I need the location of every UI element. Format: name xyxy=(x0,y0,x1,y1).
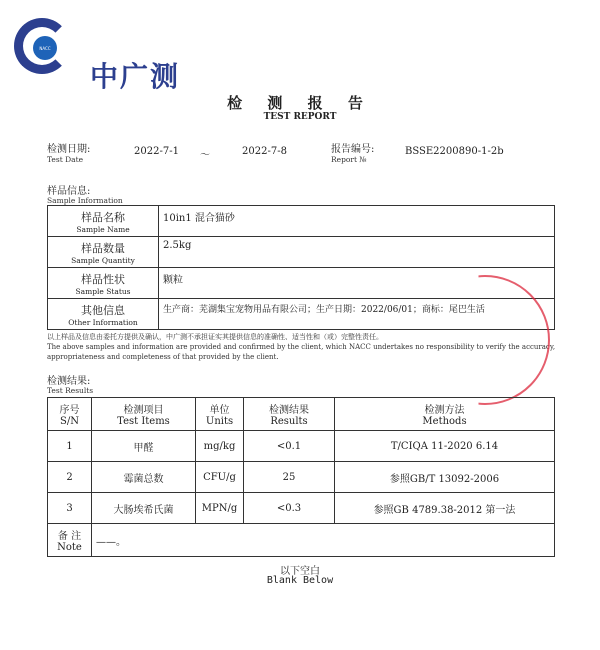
cell-result: <0.1 xyxy=(244,431,335,462)
table-row xyxy=(48,431,555,462)
cell-unit: MPN/g xyxy=(196,493,244,524)
report-title: 检 测 报 告 xyxy=(227,94,373,112)
report-no-label: 报告编号: xyxy=(331,144,375,155)
table-row xyxy=(48,237,555,268)
report-subtitle: TEST REPORT xyxy=(263,112,337,122)
test-date-start: 2022-7-1 xyxy=(134,146,179,157)
header-cell-en: Results xyxy=(270,416,308,427)
header-cell: 检测项目 xyxy=(123,405,164,416)
note-label: 备 注 xyxy=(57,531,82,542)
cell-unit: CFU/g xyxy=(196,462,244,493)
note-row xyxy=(48,524,555,557)
table-row xyxy=(48,299,555,330)
cell-method: 参照GB/T 13092-2006 xyxy=(335,462,555,493)
test-date-label: 检测日期: xyxy=(47,144,91,155)
note-label-en: Note xyxy=(57,542,82,553)
row-label: 样品名称 xyxy=(81,210,125,224)
cell-result: 25 xyxy=(244,462,335,493)
results-heading: 检测结果: xyxy=(47,376,91,387)
cell-item: 霉菌总数 xyxy=(92,462,196,493)
test-date-sep: ～ xyxy=(200,150,210,161)
cell-method: 参照GB 4789.38-2012 第一法 xyxy=(335,493,555,524)
cell-method: T/CIQA 11-2020 6.14 xyxy=(335,431,555,462)
disclaimer-cn: 以上样品及信息由委托方提供及确认，中广测不承担证实其提供信息的准确性、适当性和（或）完整性责任。 xyxy=(47,333,383,341)
report-no-label-en: Report № xyxy=(331,155,367,164)
row-value: 生产商：芜湖集宝宠物用品有限公司；生产日期：2022/06/01；商标：尾巴生活 xyxy=(159,299,555,330)
header-cell-en: Methods xyxy=(422,416,467,427)
sample-info-heading: 样品信息: xyxy=(47,186,91,197)
row-label: 样品性状 xyxy=(81,272,125,286)
results-heading-en: Test Results xyxy=(47,386,94,395)
header-cell-en: Test Items xyxy=(117,416,170,427)
header-cell-en: S/N xyxy=(60,416,79,427)
row-label: 其他信息 xyxy=(81,303,125,317)
cell-sn: 2 xyxy=(48,462,92,493)
disclaimer-en: The above samples and information are provided and confirmed by the client, which NACC undertakes no responsibility to verify the accuracy, appropriateness and completeness of that provided by the client. xyxy=(47,343,556,361)
cell-item: 甲醛 xyxy=(92,431,196,462)
row-value: 颗粒 xyxy=(159,268,555,299)
table-row xyxy=(48,462,555,493)
results-table xyxy=(47,397,555,557)
header-cell: 检测方法 xyxy=(424,405,465,416)
header-cell: 序号 xyxy=(59,405,80,416)
header-cell: 检测结果 xyxy=(269,405,309,416)
report-no-value: BSSE2200890-1-2b xyxy=(405,146,504,157)
cell-sn: 3 xyxy=(48,493,92,524)
table-row xyxy=(48,268,555,299)
row-value: 10in1 混合猫砂 xyxy=(159,206,555,237)
row-label-en: Sample Name xyxy=(76,224,130,234)
cell-sn: 1 xyxy=(48,431,92,462)
cell-item: 大肠埃希氏菌 xyxy=(92,493,196,524)
header-cell: 单位 xyxy=(209,405,230,416)
header-cell-en: Units xyxy=(205,416,234,427)
logo-name: 中广测 xyxy=(90,60,181,93)
table-header-row xyxy=(48,398,555,431)
sample-info-heading-en: Sample Information xyxy=(47,196,123,205)
logo-badge: NACC xyxy=(33,36,57,60)
table-row xyxy=(48,206,555,237)
row-label-en: Sample Quantity xyxy=(71,255,135,265)
cell-result: <0.3 xyxy=(244,493,335,524)
test-date-end: 2022-7-8 xyxy=(242,146,287,157)
blank-below-cn: 以下空白 xyxy=(280,566,320,577)
note-value: ——。 xyxy=(92,524,555,557)
table-row xyxy=(48,493,555,524)
blank-below-en: Blank Below xyxy=(266,575,334,586)
cell-unit: mg/kg xyxy=(196,431,244,462)
row-label-en: Sample Status xyxy=(75,286,131,296)
row-label-en: Other Information xyxy=(68,317,138,327)
test-date-label-en: Test Date xyxy=(47,155,84,164)
row-value: 2.5kg xyxy=(159,237,555,268)
row-label: 样品数量 xyxy=(81,241,125,255)
